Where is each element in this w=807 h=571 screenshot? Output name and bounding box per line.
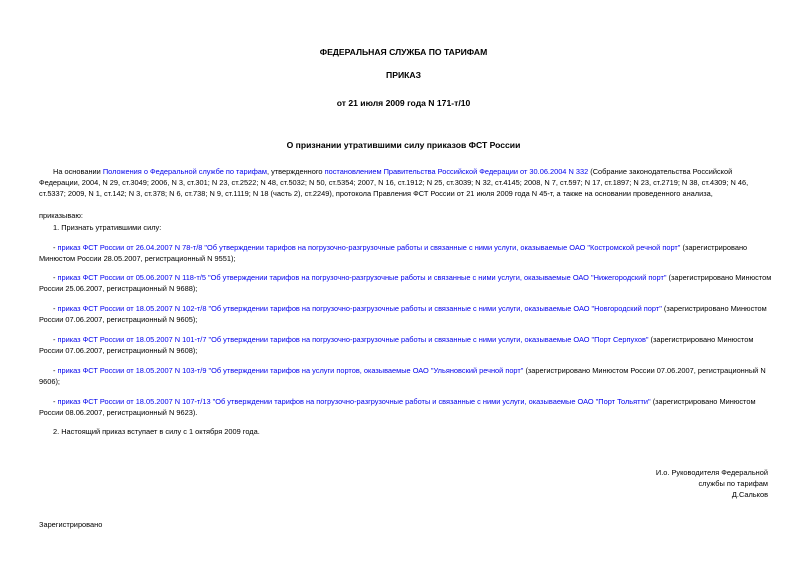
basis-prefix: На основании — [53, 167, 103, 176]
revoked-order-item — [39, 396, 773, 418]
revoked-order-item — [39, 365, 773, 387]
dash: - — [53, 243, 58, 252]
document-date: от 21 июля 2009 года N 171-т/10 — [336, 98, 471, 108]
revoked-order-link[interactable]: приказ ФСТ России от 18.05.2007 N 102-т/8 "Об утверждении тарифов на погрузочно-разгрузочные работы и связанные с ними услуги, оказываемые ОАО "Новгородский порт" — [57, 304, 662, 313]
statute-link[interactable]: Положения о Федеральной службе по тарифам — [102, 167, 267, 176]
dash: - — [53, 366, 58, 375]
signatory-agency: службы по тарифам — [698, 479, 768, 488]
basis-suffix: (Собрание законодательства Российской Федерации, 2004, N 29, ст.3049; 2006, N 3, ст.301; N 23, ст.2522; N 48, ст.5032; N 50, ст.5354; 2007, N 16, ст.1912; N 25, ст.3039; N 32, ст.4145; 2008, N 7, ст.597; N 17, ст.1897; N 23, ст.2719; N 38, ст.4309; N 46, ст.5337; 2009, N 1, ст.142; N 3, ст.378; N 6, ст.738; N 9, ст.1119; N 18 (часть 2), ст.2249), протокола Правления ФСТ России от 21 июля 2009 года N 45-т, а также на основании проведенного анализа, — [39, 167, 749, 198]
registration-note: (зарегистрировано Минюстом России 08.06.2007, регистрационный N 9623). — [39, 397, 756, 417]
item-1: 1. Признать утратившими силу: — [53, 223, 162, 232]
revoked-order-item — [39, 334, 773, 356]
government-decree-link[interactable]: постановлением Правительства Российской Федерации от 30.06.2004 N 332 — [324, 167, 589, 176]
basis-mid: , утвержденного — [266, 167, 325, 176]
registration-note: (зарегистрировано Минюстом России 25.06.2007, регистрационный N 9688); — [39, 273, 772, 293]
document-type: ПРИКАЗ — [386, 70, 421, 80]
dash: - — [53, 273, 58, 282]
order-word: приказываю: — [39, 211, 83, 220]
agency-title: ФЕДЕРАЛЬНАЯ СЛУЖБА ПО ТАРИФАМ — [319, 47, 488, 57]
registered-label: Зарегистрировано — [39, 520, 103, 529]
revoked-order-link[interactable]: приказ ФСТ России от 18.05.2007 N 103-т/9 "Об утверждении тарифов на услуги портов, оказываемые ОАО "Ульяновский речной порт" — [57, 366, 524, 375]
revoked-order-link[interactable]: приказ ФСТ России от 05.06.2007 N 118-т/5 "Об утверждении тарифов на погрузочно-разгрузочные работы и связанные с ними услуги, оказываемые ОАО "Нижегородский порт" — [57, 273, 667, 282]
dash: - — [53, 304, 58, 313]
dash: - — [53, 335, 58, 344]
signatory-position: И.о. Руководителя Федеральной — [655, 468, 768, 477]
signature-block — [656, 467, 768, 500]
document-title: О признании утратившими силу приказов ФСТ России — [286, 140, 521, 150]
signatory-name: Д.Сальков — [731, 490, 768, 499]
revoked-order-link[interactable]: приказ ФСТ России от 26.04.2007 N 78-т/8 "Об утверждении тарифов на погрузочно-разгрузочные работы и связанные с ними услуги, оказываемые ОАО "Костромской речной порт" — [57, 243, 681, 252]
registration-note: (зарегистрировано Минюстом России 07.06.2007, регистрационный N 9605); — [39, 304, 767, 324]
registration-note: (зарегистрировано Минюстом России 07.06.2007, регистрационный N 9608); — [39, 335, 754, 355]
item-2: 2. Настоящий приказ вступает в силу с 1 октября 2009 года. — [53, 427, 260, 436]
revoked-order-link[interactable]: приказ ФСТ России от 18.05.2007 N 107-т/13 "Об утверждении тарифов на погрузочно-разгрузочные работы и связанные с ними услуги, оказываемые ОАО "Порт Тольятти" — [57, 397, 651, 406]
revoked-order-item — [39, 272, 773, 294]
basis-paragraph — [39, 166, 773, 199]
dash: - — [53, 397, 58, 406]
registration-note: (зарегистрировано Минюстом России 28.05.2007, регистрационный N 9551); — [39, 243, 748, 263]
revoked-order-item — [39, 303, 773, 325]
registration-note: (зарегистрировано Минюстом России 07.06.2007, регистрационный N 9606); — [39, 366, 766, 386]
revoked-order-link[interactable]: приказ ФСТ России от 18.05.2007 N 101-т/7 "Об утверждении тарифов на погрузочно-разгрузочные работы и связанные с ними услуги, оказываемые ОАО "Порт Серпухов" — [57, 335, 649, 344]
revoked-order-item — [39, 242, 773, 264]
